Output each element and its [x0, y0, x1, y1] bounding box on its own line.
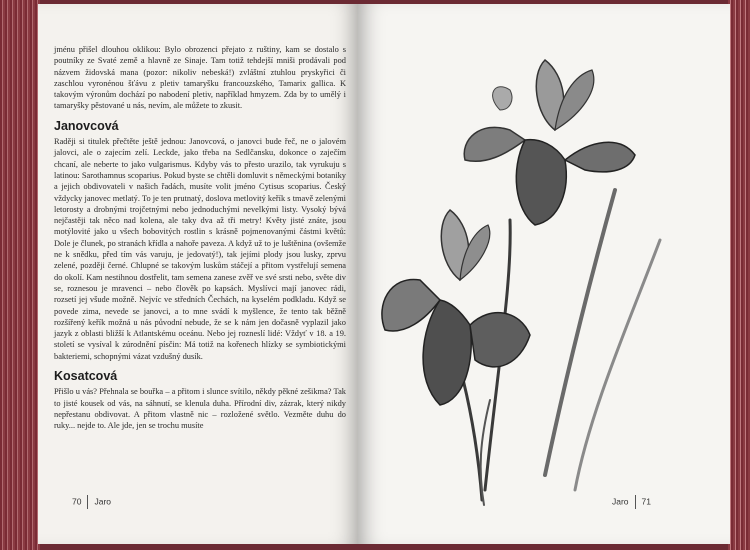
iris-flower-lower: [382, 210, 530, 405]
paragraph-janovcova: Raději si titulek přečtěte ještě jednou: Janovcová, o janovci bude řeč, ne o jalovém jalovci, ale o zajecím zelí. Leckde, jako třeba na Sedlčansku, dokonce o zaječím chcaní, ale neberte to jako vulgarismus. Kdyby vás to přesto urazilo, tak vyrukuju s latinou: Sarothamnus scoparius. Pokud byste se chtěli domluvit s německými botaniky a jejich obdivovateli v našich řadách, musíte volit jméno Cytisus scoparius. Český vždycky janovec metlatý. To je ten prutnatý, doslova metlovitý keřík s tmavě zelenými letorosty a drobnými trojčetnými nebo jednoduchými nevelkými listy. Vysoký bývá nejčastěji tak něco nad kolena, ale taky dva až tři metry! Květy jisté znáte, jsou motýlovité jako u všech bobovitých rostlin s krásně pojmenovanými částmi květů: Dole je člunek, po stranách křídla a nahoře paveza. A když už to je luštěnina (ovšemže ne k snědku, před tím vás varuju, je jedovatý!), tak jejími plody jsou lusky, zprvu zelené, později černé. Chlupné se takovým luskům stáčejí a přitom vystřelují semena do okolí. Kam nestihnou dostřelit, tam semena zanese zvěř ve své srsti nebo, světe div se, roznesou je mravenci – nebo člověk po kapsách. Myslívci mají janovec rádi, rozsetí jej všude možně. Nejvíc ve středních Čechách, na kyselém podkladu. Když se povede zima, nevede se janovci, a to mne svádí k myšlence, že tento tak běžně rozšířený keřík možná u nás původní nebude, že se k nám jen dočasně vyplazil jako jazyk z oblasti bližší k Atlantskému oceánu. Nebo jej rozneslí lidé: Vždyť v 18. a 19. století se vysíval k zúrodnění písčin: Má totiž na kořenech hlízky se symbiotickými bakteriemi, schopnými vázat vzdušný dusík.: [54, 137, 346, 361]
iris-flower-upper: [464, 60, 635, 225]
left-page-text: [54, 44, 346, 432]
right-page-number: 71: [641, 496, 652, 507]
heading-kosatcova: Kosatcová: [54, 369, 118, 384]
iris-leaf-long-2: [575, 240, 660, 490]
right-section-label: Jaro: [612, 496, 629, 507]
page-edges-right: [728, 0, 750, 550]
left-section-label: Jaro: [94, 496, 112, 507]
heading-janovcova: Janovcová: [54, 118, 119, 133]
left-page-number: 70: [72, 496, 82, 507]
paragraph-intro: jménu přišel dlouhou oklikou: Bylo obrozenci přejato z ruštiny, kam se dostalo s poutníky ze Svaté země a hlavně ze Sinaje. Tam totiž tehdejší mniši prodávali pod názvem židovská mana (pozor: nikoliv nebeská!) zvláštní ztuhlou pryskyřici či zaschlou vyronénou šťávu z pletiv tamaryšku francouzského, Tamarix gallica. K takovým výronům dochází po nabodení pletiv, například hmyzem. Zda by to umělý i tamaryšky pěstované u nás, nevím, ale můžete to zkusit.: [54, 45, 346, 111]
left-folio: [72, 495, 111, 509]
iris-illustration: [360, 20, 730, 520]
page-edges-left: [0, 0, 40, 550]
iris-leaf-long-1: [545, 190, 615, 475]
paragraph-kosatcova: Přišlo u vás? Přehnala se bouřka – a přitom i slunce svítilo, někdy pěkné zešikma? Tak to jisté kousek od vás, na sáhnutí, se klenula duha. Přírodní div, zázrak, který nikdy nepřestanu obdivovat. A přitom vlastně nic – rozložené světlo. Vezměte duhu do ruky... nejde to. Ale jde, jen se trochu musíte: [54, 387, 346, 431]
